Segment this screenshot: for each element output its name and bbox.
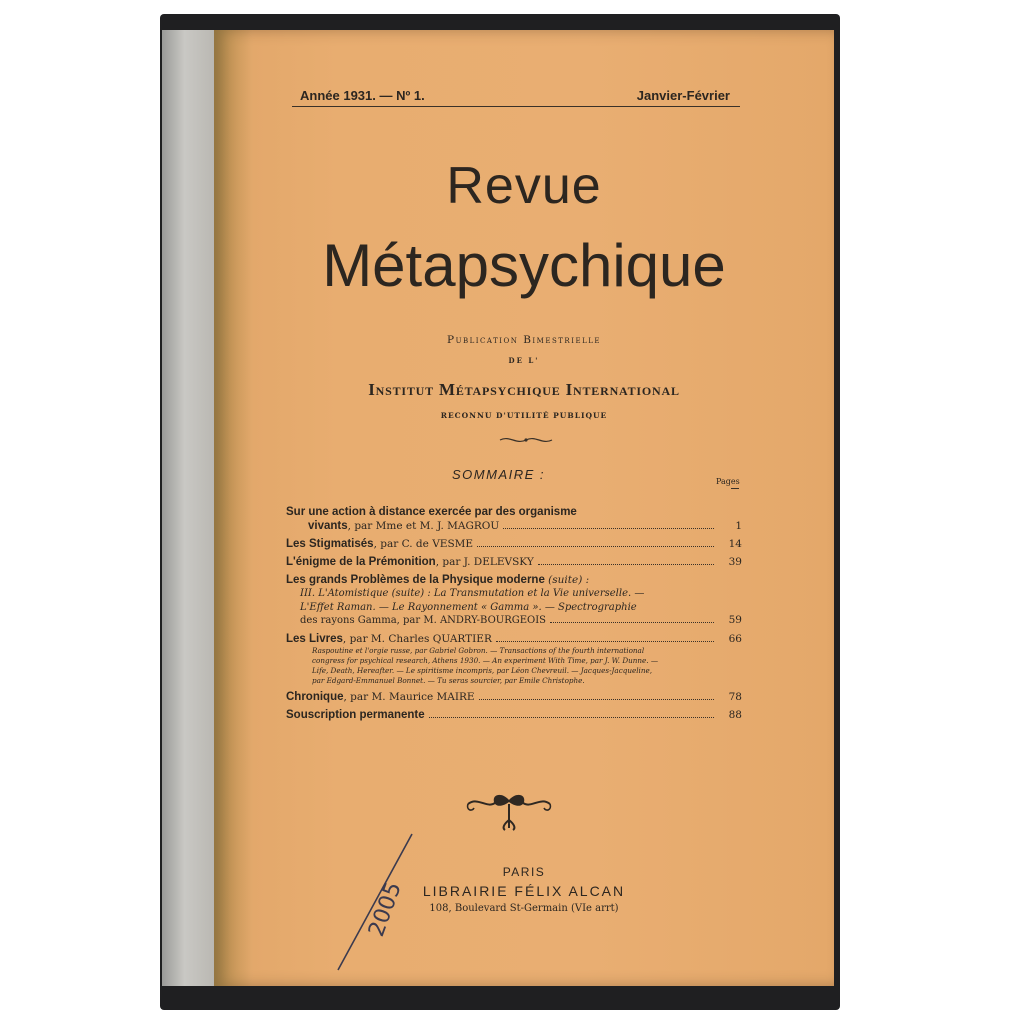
- header-rule: [292, 106, 740, 107]
- toc-entry-author: , par C. de VESME: [373, 538, 474, 550]
- toc-page-number: 66: [728, 632, 742, 645]
- toc-entry-title: Sur une action à distance exercée par des organisme: [286, 506, 577, 518]
- toc-entry: [286, 632, 742, 686]
- toc-page-number: 14: [728, 538, 742, 550]
- toc-entry-suite: (suite) :: [544, 574, 590, 586]
- book-review-note: par Edgard-Emmanuel Bonnet. — Tu seras sourcier, par Emile Christophe.: [312, 675, 585, 685]
- table-of-contents: [286, 505, 742, 726]
- journal-title-line1: Revue: [446, 157, 602, 215]
- handwritten-number: 2005: [364, 878, 407, 941]
- toc-entry: [286, 505, 742, 533]
- toc-page-number: 59: [728, 614, 742, 626]
- leader-dots: [477, 546, 714, 547]
- publisher-name: LIBRAIRIE FÉLIX ALCAN: [422, 883, 626, 899]
- leader-dots: [479, 699, 714, 700]
- toc-entry-title: Les Livres: [286, 632, 343, 645]
- toc-entry: [286, 690, 742, 704]
- leader-dots: [429, 717, 714, 718]
- toc-entry: [286, 708, 742, 722]
- toc-entry-title: L'énigme de la Prémonition: [286, 556, 436, 568]
- issue-header: [300, 88, 730, 103]
- floral-ornament-icon: [464, 790, 554, 832]
- leader-dots: [496, 641, 714, 642]
- toc-page-number: 88: [728, 708, 742, 721]
- toc-entry-title: Chronique: [286, 690, 344, 703]
- toc-page-number: 39: [728, 556, 742, 568]
- publisher-address: 108, Boulevard St-Germain (VIe arrt): [429, 903, 619, 914]
- toc-page-number: 78: [728, 690, 742, 703]
- toc-entry: [286, 537, 742, 551]
- publication-de: DE L': [508, 356, 540, 365]
- toc-entry-title-cont: vivants: [308, 520, 348, 532]
- toc-entry: [286, 573, 742, 628]
- book-review-note: Life, Death, Hereafter. — Le spiritisme incompris, par Léon Chevreuil. — Jacques-Jacqueline,: [312, 665, 652, 675]
- toc-entry-author: , par M. Maurice MAIRE: [343, 690, 475, 703]
- toc-entry-author: , par J. DELEVSKY: [435, 556, 534, 568]
- toc-entry-author: , par M. Charles QUARTIER: [342, 632, 492, 645]
- publication-frequency: Publication Bimestrielle: [447, 334, 601, 346]
- flyleaf: [162, 30, 218, 986]
- institute-name: Institut Métapsychique International: [368, 380, 680, 399]
- handwritten-annotation: [334, 830, 454, 980]
- pages-dash: [731, 488, 739, 489]
- divider-ornament-icon: [498, 434, 554, 446]
- book-review-note: Raspoutine et l'orgie russe, par Gabriel Gobron. — Transactions of the fourth international: [312, 645, 645, 655]
- toc-entry-title: Les Stigmatisés: [286, 538, 374, 550]
- toc-entry-title: Souscription permanente: [286, 708, 425, 721]
- journal-title-line2: Métapsychique: [322, 232, 726, 299]
- toc-subentry: des rayons Gamma, par M. ANDRY-BOURGEOIS: [300, 615, 547, 626]
- issue-months: Janvier-Février: [636, 88, 730, 103]
- publisher-city: PARIS: [502, 865, 546, 879]
- recognized-status: RECONNU D'UTILITÉ PUBLIQUE: [440, 411, 608, 420]
- toc-subentry: L'Effet Raman. — Le Rayonnement « Gamma ». — Spectrographie: [300, 601, 637, 613]
- contents-heading: SOMMAIRE :: [452, 467, 546, 482]
- book-review-note: congress for psychical research, Athens 1930. — An experiment With Time, par J. W. Dunne. —: [312, 655, 659, 665]
- leader-dots: [538, 564, 714, 565]
- toc-entry: [286, 555, 742, 569]
- issue-number: Année 1931. — Nº 1.: [300, 88, 425, 103]
- leader-dots: [503, 528, 714, 529]
- pages-label: Pages: [716, 477, 740, 486]
- toc-subentry: III. L'Atomistique (suite) : La Transmutation et la Vie universelle. —: [300, 588, 645, 599]
- toc-entry-title: Les grands Problèmes de la Physique moderne: [286, 574, 545, 586]
- toc-page-number: 1: [735, 520, 742, 532]
- toc-entry-author: , par Mme et M. J. MAGROU: [347, 520, 500, 532]
- journal-cover: [214, 30, 834, 986]
- leader-dots: [550, 622, 714, 623]
